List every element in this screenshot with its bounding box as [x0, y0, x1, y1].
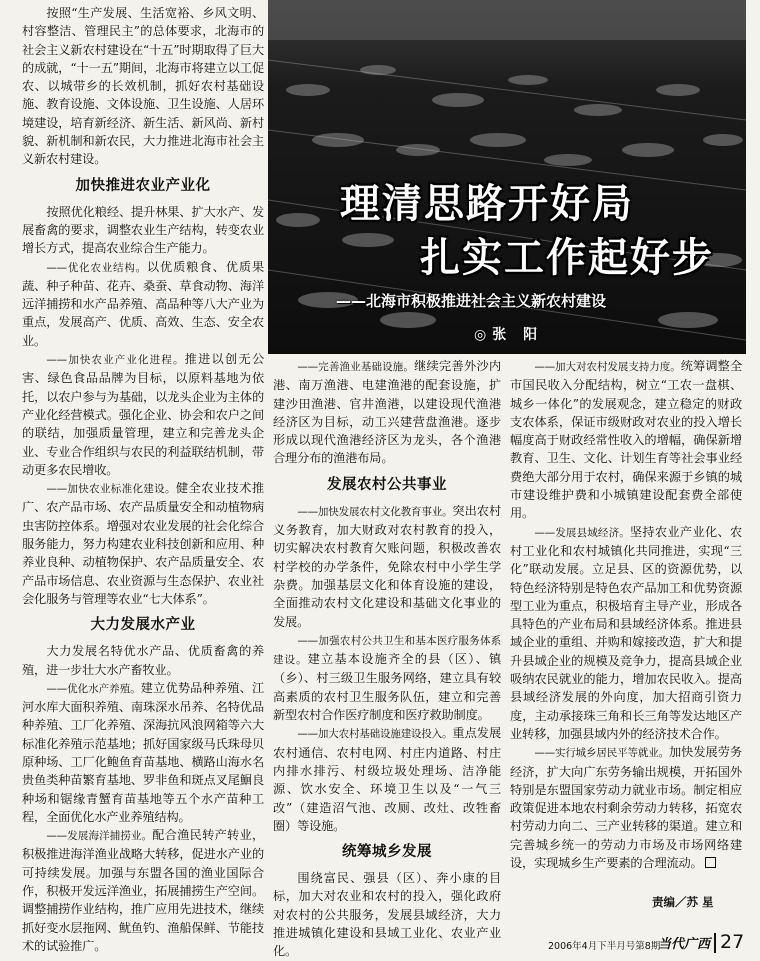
aqua-text-2: 建立优势品种养殖、江河水库大面积养殖、南珠深水吊养、名特优品种养殖、工厂化养殖、深海抗风浪网箱等六大标准化养殖示范基地；抓好国家级马氏珠母贝原种场、工厂化鲍鱼育苗基地、横路山海水名贵鱼类种苗繁育基地、罗非鱼和斑点叉尾鮰良种场和锯缘青蟹育苗基地等五个水产苗种工程，全面优化水产业养殖结构。: [22, 680, 264, 824]
public-tag-1: ——加快发展农村文化教育事业。: [297, 505, 453, 518]
agri-tag-3: ——加快农业产业化进程。: [46, 354, 185, 367]
urban-paragraph-3: [510, 523, 742, 744]
urban-paragraph-4: [510, 743, 742, 872]
urban-paragraph-2: [510, 357, 742, 523]
intro-paragraph: 按照“生产发展、生活宽裕、乡风文明、村容整洁、管理民主”的总体要求，北海市的社会主义新农村建设在“十五”时期取得了巨大的成就，“十一五”期间，北海市将建立以工促农、以城带乡的长效机制，抓好农村基础设施、教育设施、文体设施、卫生设施、人居环境建设，培育新经济、新生活、新风尚、新村貌、新机制和新农民，大力推进北海市社会主义新农村建设。: [22, 6, 264, 167]
urban-text-3: 坚持农业产业化、农村工业化和农村城镇化共同推进，实现“三化”联动发展。立足县、区的资源优势，以特色经济特别是特色农产品加工和优势资源型工业为重点，积极培育主导产业，形成各具特色的产业布局和县域经济体系。推进县域企业的重组、并购和嫁接改造，扩大和提升县域企业的规模及竞争力，提高县域企业吸纳农民就业的能力，增加农民收入。提高县域经济发展的外向度，加大招商引资力度，主动承接珠三角和长三角等发达地区产业转移，加强县域内外的经济技术合作。: [510, 524, 742, 741]
public-paragraph-2: [273, 631, 501, 724]
agri-tag-2: ——优化农业结构。: [46, 261, 147, 274]
section-heading-agri: 加快推进农业产业化: [75, 177, 211, 194]
urban-paragraph-1: 围绕富民、强县（区）、奔小康的目标，加大对农业和农村的投入，强化政府对农村的公共服务，发展县域经济，大力推进城镇化建设和县域工业化、农业产业化。: [273, 871, 501, 959]
urban-tag-4: ——实行城乡居民平等就业。: [534, 747, 669, 760]
agri-paragraph-1: 按照优化粮经、提升林果、扩大水产、发展畜禽的要求，调整农业生产结构，转变农业增长方式，提高农业综合生产能力。: [22, 204, 264, 256]
section-heading-public: 发展农村公共事业: [327, 476, 447, 493]
magazine-name: 当代广西: [658, 937, 711, 952]
aqua-paragraph-1: 大力发展名特优水产品、优质畜禽的养殖，进一步壮大水产畜牧业。: [22, 644, 264, 677]
urban-text-4: 加快发展劳务经济，扩大向广东劳务输出规模，开拓国外特别是东盟国家劳动力就业市场。制定相应政策促进本地农村剩余劳动力转移，拓宽农村劳动力向二、三产业转移的渠道。建立和完善城乡统一的劳动力市场及市场网络建设，实现城乡生产要素的合理流动。: [510, 745, 742, 871]
agri-paragraph-2: [22, 258, 264, 350]
agri-paragraph-3: [22, 350, 264, 479]
urban-tag-3: ——发展县域经济。: [534, 526, 630, 539]
public-paragraph-1: [273, 502, 501, 631]
page-footer: [548, 933, 748, 953]
footer-divider: [714, 933, 716, 953]
public-text-2: 建立基本设施齐全的县（区）、镇（乡）、村三级卫生服务网络，建立具有较高素质的农村卫生服务队伍，建立和完善新型农村合作医疗制度和医疗救助制度。: [273, 652, 501, 723]
agri-paragraph-4: [22, 479, 264, 608]
issue-info: 2006年4月下半月号第8期: [548, 941, 661, 952]
public-tag-2: ——加强农村公共卫生和基本医疗服务体系建设。: [273, 634, 501, 667]
aqua-tag-4: ——完善渔业基础设施。: [297, 361, 415, 373]
page-number: 27: [720, 931, 745, 953]
section-heading-aqua: 大力发展水产业: [90, 617, 196, 634]
headline-line1: 理清思路开好局: [340, 181, 634, 227]
editor-credit: 责编／苏 星: [652, 895, 714, 909]
agri-text-3: 推进以创无公害、绿色食品品牌为目标，以原料基地为依托，以农户参与为基础，以龙头企业为主体的产业化经营模式。强化企业、协会和农户之间的联结，加强质量管理，建立和完善龙头企业、专业合作组织与农民的利益联结机制，带动更多农民增收。: [22, 352, 264, 477]
urban-text-2: 统筹调整全市国民收入分配结构，树立“工农一盘棋、城乡一体化”的发展观念，建立稳定的财政支农体系，保证市级财政对农业的投入增长幅度高于财政经常性收入的增幅，确保新增教育、卫生、文化、计划生育等社会事业经费绝大部分用于农村，确保来源于乡镇的城市建设维护费和小城镇建设配套费全部使用。: [510, 359, 742, 521]
headline-subtitle: ——北海市积极推进社会主义新农村建设: [336, 292, 607, 310]
aqua-tag-2: ——优化水产养殖。: [46, 682, 141, 695]
aqua-paragraph-3: [22, 826, 264, 955]
author-byline: ◎张 阳: [474, 327, 544, 343]
end-mark-icon: [705, 857, 716, 868]
public-text-1: 突出农村义务教育，加大财政对农村教育的投入，切实解决农村教育欠账问题，积极改善农村学校的办学条件，免除农村中小学生学杂费。加强基层文化和体育设施的建设，全面推动农村文化建设和基础文化事业的发展。: [273, 503, 502, 629]
public-paragraph-3: [273, 724, 501, 835]
aqua-paragraph-2: [22, 679, 264, 826]
aqua-text-3: 配合渔民转产转业，积极推进海洋渔业战略大转移，促进水产业的可持续发展。加强与东盟各国的渔业国际合作，积极开发远洋渔业，拓展捕捞生产空间。调整捕捞作业结构，推广应用先进技术，继续抓好变水层拖网、鱿鱼钓、渔船保鲜、节能技术的试验推广。: [22, 828, 265, 953]
urban-tag-2: ——加大对农村发展支持力度。: [534, 361, 681, 373]
column-3: [510, 357, 742, 872]
aqua-paragraph-4: [273, 357, 501, 468]
column-2: [273, 357, 501, 961]
agri-text-4: 健全农业技术推广、农产品市场、农产品质量安全和动植物病虫害防控体系。增强对农业发展的社会化综合服务能力，努力构建农业科技创新和应用、种养业良种、动植物保护、农产品质量安全、农产品市场信息、农业资源与生态保护、农业社会化服务与管理等农业“七大体系”。: [22, 481, 264, 606]
aqua-text-4: 继续完善外沙内港、南万渔港、电建渔港的配套设施，扩建沙田渔港、官井渔港，以建设现代渔港经济区为目标，动工兴建营盘渔港。逐步形成以现代渔港经济区为龙头，各个渔港合理分布的渔港布局。: [273, 359, 502, 466]
public-text-3: 重点发展农村通信、农村电网、村庄内道路、村庄内排水排污、村级垃圾处理场、洁净能源、饮水安全、环境卫生以及“一气三改”（建造沼气池、改厕、改灶、改牲畜圈）等设施。: [273, 726, 502, 833]
aqua-tag-3: ——发展海洋捕捞业。: [46, 830, 153, 843]
headline-line2: 扎实工作起好步: [420, 235, 714, 281]
section-heading-urban: 统筹城乡发展: [342, 844, 432, 861]
column-1: [22, 4, 264, 955]
public-tag-3: ——加大农村基础设施建设投入。: [297, 728, 453, 741]
agri-tag-4: ——加快农业标准化建设。: [46, 483, 176, 496]
agri-text-2: 以优质粮食、优质果蔬、种子种苗、花卉、桑蚕、草食动物、海洋远洋捕捞和水产品养殖、高品种等八大产业为重点，发展高产、优质、高效、生态、安全农业。: [22, 259, 264, 348]
